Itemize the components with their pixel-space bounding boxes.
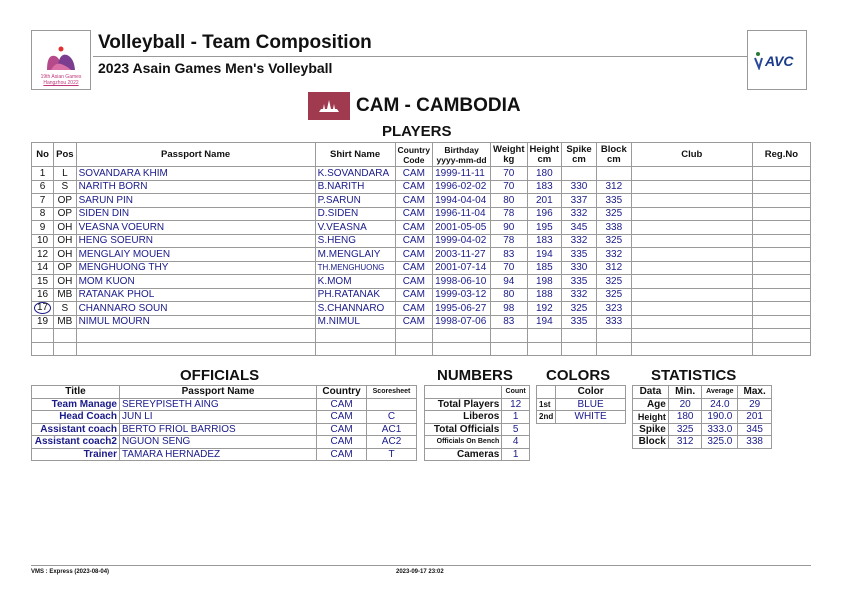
empty-cell xyxy=(315,342,395,356)
player-shirt-name: S.HENG xyxy=(315,234,395,248)
player-shirt-name: TH.MENGHUONG xyxy=(315,261,395,275)
player-block: 312 xyxy=(596,180,631,194)
empty-cell xyxy=(596,342,631,356)
player-weight: 94 xyxy=(491,275,528,289)
player-regno xyxy=(752,194,810,208)
player-block xyxy=(596,167,631,181)
official-passport-name: JUN LI xyxy=(119,411,316,424)
player-height: 188 xyxy=(527,288,562,302)
official-title: Head Coach xyxy=(32,411,120,424)
player-regno xyxy=(752,234,810,248)
player-block: 325 xyxy=(596,275,631,289)
player-spike: 330 xyxy=(562,180,597,194)
player-shirt-name: K.SOVANDARA xyxy=(315,167,395,181)
official-title: Assistant coach2 xyxy=(32,436,120,449)
player-pos: OP xyxy=(54,194,76,208)
numbers-row xyxy=(425,398,530,411)
footer-divider xyxy=(31,565,811,566)
empty-cell xyxy=(433,342,491,356)
page-title: Volleyball - Team Composition xyxy=(98,32,372,53)
numbers-col-count: Count xyxy=(502,386,530,399)
stats-avg: 325.0 xyxy=(702,436,738,449)
player-block: 323 xyxy=(596,302,631,316)
colors-label: 2nd xyxy=(537,411,556,424)
player-passport-name: NARITH BORN xyxy=(76,180,315,194)
games-logo xyxy=(31,30,91,90)
player-no: 16 xyxy=(32,288,54,302)
player-pos: S xyxy=(54,180,76,194)
empty-cell xyxy=(395,329,433,343)
officials-heading: OFFICIALS xyxy=(180,367,260,384)
stats-min: 312 xyxy=(668,436,702,449)
official-scoresheet: AC2 xyxy=(367,436,417,449)
stats-avg: 24.0 xyxy=(702,398,738,411)
player-country: CAM xyxy=(395,207,433,221)
empty-cell xyxy=(596,329,631,343)
numbers-label: Liberos xyxy=(425,411,502,424)
player-regno xyxy=(752,167,810,181)
player-shirt-name: M.NIMUL xyxy=(315,315,395,329)
player-weight: 83 xyxy=(491,248,528,262)
player-no: 12 xyxy=(32,248,54,262)
player-pos: OP xyxy=(54,207,76,221)
player-no: 14 xyxy=(32,261,54,275)
player-no: 15 xyxy=(32,275,54,289)
stats-label: Block xyxy=(633,436,669,449)
stats-max: 338 xyxy=(738,436,772,449)
player-block: 335 xyxy=(596,194,631,208)
player-country: CAM xyxy=(395,315,433,329)
player-shirt-name: V.VEASNA xyxy=(315,221,395,235)
empty-player-row xyxy=(32,329,811,343)
player-regno xyxy=(752,302,810,316)
stats-col-data: Data xyxy=(633,386,669,399)
player-shirt-name: PH.RATANAK xyxy=(315,288,395,302)
player-shirt-name: D.SIDEN xyxy=(315,207,395,221)
numbers-value: 12 xyxy=(502,398,530,411)
player-club xyxy=(631,288,752,302)
player-no: 7 xyxy=(32,194,54,208)
player-shirt-name: M.MENGLAIY xyxy=(315,248,395,262)
player-weight: 70 xyxy=(491,180,528,194)
official-country: CAM xyxy=(317,398,367,411)
col-shirt: Shirt Name xyxy=(315,143,395,167)
player-birthday: 2001-07-14 xyxy=(433,261,491,275)
avc-logo-text: AVC xyxy=(765,53,794,69)
player-block: 325 xyxy=(596,288,631,302)
player-row xyxy=(32,180,811,194)
col-club: Club xyxy=(631,143,752,167)
numbers-row xyxy=(425,423,530,436)
player-country: CAM xyxy=(395,194,433,208)
official-row xyxy=(32,423,417,436)
player-regno xyxy=(752,315,810,329)
player-no: 8 xyxy=(32,207,54,221)
footer-version: VMS : Express (2023-08-04) xyxy=(31,569,110,575)
colors-label: 1st xyxy=(537,398,556,411)
official-scoresheet: T xyxy=(367,448,417,461)
empty-cell xyxy=(491,342,528,356)
col-no: No xyxy=(32,143,54,167)
player-row xyxy=(32,194,811,208)
player-regno xyxy=(752,275,810,289)
officials-col-scoresheet: Scoresheet xyxy=(367,386,417,399)
stats-label: Height xyxy=(633,411,669,424)
empty-cell xyxy=(752,329,810,343)
player-no: 9 xyxy=(32,221,54,235)
player-height: 194 xyxy=(527,248,562,262)
player-weight: 78 xyxy=(491,234,528,248)
numbers-row xyxy=(425,411,530,424)
stats-max: 201 xyxy=(738,411,772,424)
player-spike xyxy=(562,167,597,181)
numbers-heading: NUMBERS xyxy=(437,367,513,384)
player-pos: OH xyxy=(54,275,76,289)
player-no: 1 xyxy=(32,167,54,181)
player-pos: L xyxy=(54,167,76,181)
empty-cell xyxy=(631,329,752,343)
colors-row xyxy=(537,411,626,424)
player-spike: 335 xyxy=(562,275,597,289)
player-country: CAM xyxy=(395,180,433,194)
player-country: CAM xyxy=(395,302,433,316)
player-regno xyxy=(752,288,810,302)
player-height: 192 xyxy=(527,302,562,316)
officials-table xyxy=(31,385,417,461)
player-country: CAM xyxy=(395,221,433,235)
player-row xyxy=(32,302,811,316)
empty-cell xyxy=(562,342,597,356)
colors-heading: COLORS xyxy=(546,367,611,384)
player-club xyxy=(631,194,752,208)
player-row xyxy=(32,207,811,221)
numbers-value: 1 xyxy=(502,448,530,461)
stats-label: Spike xyxy=(633,423,669,436)
col-birthday: Birthday yyyy-mm-dd xyxy=(433,143,491,167)
stats-min: 325 xyxy=(668,423,702,436)
player-regno xyxy=(752,180,810,194)
player-weight: 70 xyxy=(491,261,528,275)
player-spike: 335 xyxy=(562,248,597,262)
player-spike: 335 xyxy=(562,315,597,329)
numbers-row xyxy=(425,436,530,449)
player-birthday: 2001-05-05 xyxy=(433,221,491,235)
official-scoresheet: AC1 xyxy=(367,423,417,436)
player-club xyxy=(631,234,752,248)
player-shirt-name: S.CHANNARO xyxy=(315,302,395,316)
player-pos: MB xyxy=(54,315,76,329)
player-block: 312 xyxy=(596,261,631,275)
col-pos: Pos xyxy=(54,143,76,167)
player-birthday: 1999-03-12 xyxy=(433,288,491,302)
player-weight: 80 xyxy=(491,194,528,208)
numbers-value: 1 xyxy=(502,411,530,424)
colors-table xyxy=(536,385,626,424)
player-row xyxy=(32,248,811,262)
player-shirt-name: P.SARUN xyxy=(315,194,395,208)
player-height: 185 xyxy=(527,261,562,275)
player-height: 180 xyxy=(527,167,562,181)
player-block: 332 xyxy=(596,248,631,262)
player-weight: 90 xyxy=(491,221,528,235)
col-spike: Spike cm xyxy=(562,143,597,167)
player-passport-name: MOM KUON xyxy=(76,275,315,289)
numbers-row xyxy=(425,448,530,461)
hangzhou-logo-icon xyxy=(41,44,81,74)
player-pos: S xyxy=(54,302,76,316)
official-country: CAM xyxy=(317,448,367,461)
player-no: 19 xyxy=(32,315,54,329)
empty-cell xyxy=(54,342,76,356)
player-passport-name: RATANAK PHOL xyxy=(76,288,315,302)
player-height: 196 xyxy=(527,207,562,221)
numbers-col-label xyxy=(425,386,502,399)
official-passport-name: TAMARA HERNADEZ xyxy=(119,448,316,461)
footer-timestamp: 2023-09-17 23:02 xyxy=(396,569,444,575)
player-spike: 345 xyxy=(562,221,597,235)
header-divider xyxy=(93,56,747,57)
player-no: 6 xyxy=(32,180,54,194)
player-pos: OH xyxy=(54,221,76,235)
player-no xyxy=(32,302,54,316)
player-passport-name: NIMUL MOURN xyxy=(76,315,315,329)
officials-col-country: Country xyxy=(317,386,367,399)
page-subtitle: 2023 Asain Games Men's Volleyball xyxy=(98,60,333,76)
player-country: CAM xyxy=(395,261,433,275)
empty-cell xyxy=(752,342,810,356)
player-spike: 332 xyxy=(562,207,597,221)
colors-col-color: Color xyxy=(556,386,626,399)
player-row xyxy=(32,275,811,289)
empty-cell xyxy=(527,342,562,356)
official-country: CAM xyxy=(317,423,367,436)
empty-cell xyxy=(32,342,54,356)
stats-avg: 333.0 xyxy=(702,423,738,436)
player-spike: 330 xyxy=(562,261,597,275)
player-row xyxy=(32,167,811,181)
player-row xyxy=(32,288,811,302)
official-title: Trainer xyxy=(32,448,120,461)
player-club xyxy=(631,275,752,289)
official-country: CAM xyxy=(317,436,367,449)
player-regno xyxy=(752,207,810,221)
team-name: CAM - CAMBODIA xyxy=(356,95,521,116)
player-birthday: 1996-02-02 xyxy=(433,180,491,194)
player-passport-name: MENGLAIY MOUEN xyxy=(76,248,315,262)
colors-value: WHITE xyxy=(556,411,626,424)
empty-player-row xyxy=(32,342,811,356)
player-country: CAM xyxy=(395,167,433,181)
player-pos: OH xyxy=(54,248,76,262)
official-row xyxy=(32,411,417,424)
official-country: CAM xyxy=(317,411,367,424)
player-club xyxy=(631,167,752,181)
empty-cell xyxy=(631,342,752,356)
player-pos: OH xyxy=(54,234,76,248)
col-country: Country Code xyxy=(395,143,433,167)
player-pos: OP xyxy=(54,261,76,275)
logo-line-1: 19th Asian Games xyxy=(40,74,82,80)
statistics-heading: STATISTICS xyxy=(651,367,737,384)
colors-value: BLUE xyxy=(556,398,626,411)
player-club xyxy=(631,261,752,275)
player-passport-name: MENGHUONG THY xyxy=(76,261,315,275)
player-country: CAM xyxy=(395,288,433,302)
official-row xyxy=(32,436,417,449)
stats-row xyxy=(633,423,772,436)
player-birthday: 1999-04-02 xyxy=(433,234,491,248)
player-weight: 83 xyxy=(491,315,528,329)
stats-row xyxy=(633,436,772,449)
official-title: Assistant coach xyxy=(32,423,120,436)
player-height: 183 xyxy=(527,234,562,248)
player-row xyxy=(32,234,811,248)
player-country: CAM xyxy=(395,248,433,262)
official-row xyxy=(32,448,417,461)
empty-cell xyxy=(76,329,315,343)
player-regno xyxy=(752,221,810,235)
player-birthday: 1994-04-04 xyxy=(433,194,491,208)
player-club xyxy=(631,221,752,235)
official-passport-name: NGUON SENG xyxy=(119,436,316,449)
empty-cell xyxy=(395,342,433,356)
official-title: Team Manage xyxy=(32,398,120,411)
player-regno xyxy=(752,248,810,262)
player-block: 333 xyxy=(596,315,631,329)
player-weight: 98 xyxy=(491,302,528,316)
player-spike: 332 xyxy=(562,288,597,302)
col-passport: Passport Name xyxy=(76,143,315,167)
numbers-label: Total Officials xyxy=(425,423,502,436)
col-regno: Reg.No xyxy=(752,143,810,167)
avc-logo xyxy=(747,30,807,90)
player-height: 194 xyxy=(527,315,562,329)
official-passport-name: SEREYPISETH AING xyxy=(119,398,316,411)
numbers-label: Officials On Bench xyxy=(425,436,502,449)
player-block: 325 xyxy=(596,207,631,221)
player-regno xyxy=(752,261,810,275)
empty-cell xyxy=(32,329,54,343)
stats-col-max: Max. xyxy=(738,386,772,399)
stats-col-avg: Average xyxy=(702,386,738,399)
player-passport-name: VEASNA VOEURN xyxy=(76,221,315,235)
player-country: CAM xyxy=(395,234,433,248)
player-row xyxy=(32,221,811,235)
official-scoresheet xyxy=(367,398,417,411)
player-pos: MB xyxy=(54,288,76,302)
stats-max: 345 xyxy=(738,423,772,436)
player-block: 338 xyxy=(596,221,631,235)
player-birthday: 1995-06-27 xyxy=(433,302,491,316)
col-block: Block cm xyxy=(596,143,631,167)
captain-marker: 17 xyxy=(34,302,51,314)
empty-cell xyxy=(76,342,315,356)
officials-col-passport: Passport Name xyxy=(119,386,316,399)
player-birthday: 1998-06-10 xyxy=(433,275,491,289)
numbers-value: 5 xyxy=(502,423,530,436)
player-weight: 80 xyxy=(491,288,528,302)
numbers-label: Cameras xyxy=(425,448,502,461)
player-country: CAM xyxy=(395,275,433,289)
numbers-table xyxy=(424,385,530,461)
colors-row xyxy=(537,398,626,411)
empty-cell xyxy=(527,329,562,343)
stats-min: 180 xyxy=(668,411,702,424)
empty-cell xyxy=(315,329,395,343)
player-passport-name: CHANNARO SOUN xyxy=(76,302,315,316)
player-birthday: 2003-11-27 xyxy=(433,248,491,262)
official-passport-name: BERTO FRIOL BARRIOS xyxy=(119,423,316,436)
player-club xyxy=(631,248,752,262)
player-club xyxy=(631,180,752,194)
player-height: 201 xyxy=(527,194,562,208)
empty-cell xyxy=(491,329,528,343)
player-birthday: 1998-07-06 xyxy=(433,315,491,329)
col-weight: Weight kg xyxy=(491,143,528,167)
official-row xyxy=(32,398,417,411)
empty-cell xyxy=(433,329,491,343)
player-spike: 325 xyxy=(562,302,597,316)
stats-label: Age xyxy=(633,398,669,411)
player-spike: 332 xyxy=(562,234,597,248)
player-passport-name: SARUN PIN xyxy=(76,194,315,208)
player-passport-name: SOVANDARA KHIM xyxy=(76,167,315,181)
player-no: 10 xyxy=(32,234,54,248)
player-spike: 337 xyxy=(562,194,597,208)
col-height: Height cm xyxy=(527,143,562,167)
empty-cell xyxy=(54,329,76,343)
player-club xyxy=(631,315,752,329)
avc-logo-icon xyxy=(753,50,801,70)
stats-row xyxy=(633,398,772,411)
player-passport-name: HENG SOEURN xyxy=(76,234,315,248)
player-club xyxy=(631,302,752,316)
numbers-label: Total Players xyxy=(425,398,502,411)
angkor-wat-icon xyxy=(318,99,340,113)
stats-max: 29 xyxy=(738,398,772,411)
player-passport-name: SIDEN DIN xyxy=(76,207,315,221)
player-height: 183 xyxy=(527,180,562,194)
player-birthday: 1999-11-11 xyxy=(433,167,491,181)
stats-row xyxy=(633,411,772,424)
player-height: 195 xyxy=(527,221,562,235)
player-shirt-name: K.MOM xyxy=(315,275,395,289)
numbers-value: 4 xyxy=(502,436,530,449)
country-flag xyxy=(308,92,350,120)
officials-col-title: Title xyxy=(32,386,120,399)
stats-col-min: Min. xyxy=(668,386,702,399)
statistics-table xyxy=(632,385,772,449)
player-shirt-name: B.NARITH xyxy=(315,180,395,194)
player-row xyxy=(32,315,811,329)
colors-col-label xyxy=(537,386,556,399)
player-birthday: 1996-11-04 xyxy=(433,207,491,221)
player-club xyxy=(631,207,752,221)
player-row xyxy=(32,261,811,275)
empty-cell xyxy=(562,329,597,343)
player-weight: 70 xyxy=(491,167,528,181)
official-scoresheet: C xyxy=(367,411,417,424)
players-table xyxy=(31,142,811,356)
stats-min: 20 xyxy=(668,398,702,411)
logo-line-2: Hangzhou 2022 xyxy=(43,80,79,86)
player-block: 325 xyxy=(596,234,631,248)
player-weight: 78 xyxy=(491,207,528,221)
player-height: 198 xyxy=(527,275,562,289)
stats-avg: 190.0 xyxy=(702,411,738,424)
players-heading: PLAYERS xyxy=(382,123,452,140)
